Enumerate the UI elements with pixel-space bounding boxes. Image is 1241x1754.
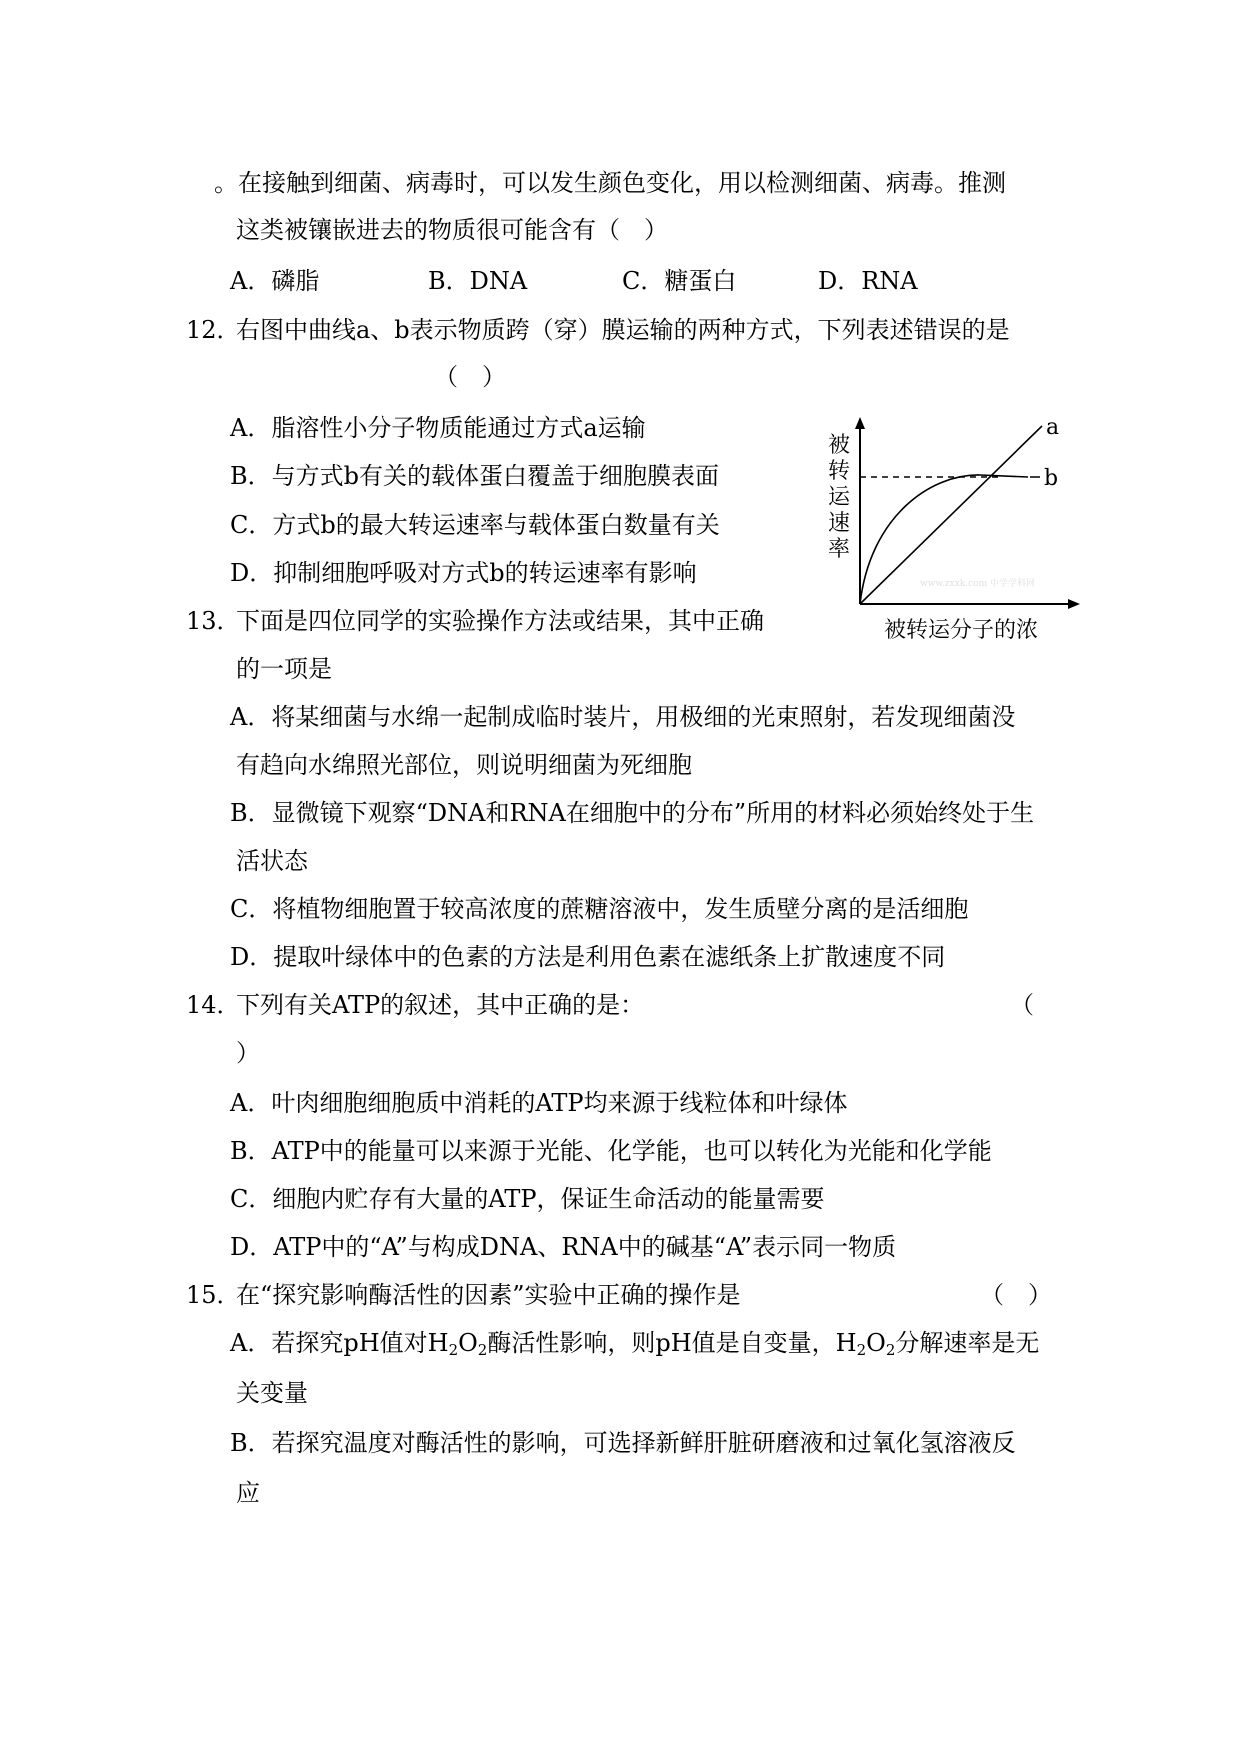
q13-stem: 下面是四位同学的实验操作方法或结果，其中正确 bbox=[236, 607, 764, 635]
q12-number: 12． bbox=[186, 316, 241, 344]
subscript: 2 bbox=[856, 1341, 867, 1359]
q15-option-a bbox=[230, 1328, 1039, 1358]
q14-stem: 下列有关ATP的叙述，其中正确的是： bbox=[236, 991, 645, 1019]
q11-line2: 这类被镶嵌进去的物质很可能含有（ ） bbox=[236, 216, 668, 244]
y-label-char-3: 运 bbox=[828, 485, 851, 510]
y-label-char-1: 被 bbox=[828, 433, 851, 458]
q15-stem: 在“探究影响酶活性的因素”实验中正确的操作是 bbox=[236, 1281, 741, 1309]
q13-option-c: C．将植物细胞置于较高浓度的蔗糖溶液中，发生质壁分离的是活细胞 bbox=[230, 895, 969, 923]
q12-stem: 右图中曲线a、b表示物质跨（穿）膜运输的两种方式，下列表述错误的是 bbox=[236, 316, 1010, 344]
q14-option-d: D．ATP中的“A”与构成DNA、RNA中的碱基“A”表示同一物质 bbox=[230, 1233, 897, 1261]
q14-number: 14． bbox=[186, 991, 241, 1019]
q15-option-b: B．若探究温度对酶活性的影响，可选择新鲜肝脏研磨液和过氧化氢溶液反 bbox=[230, 1429, 1016, 1457]
y-label-char-4: 速 bbox=[828, 511, 851, 536]
q12-option-a: A．脂溶性小分子物质能通过方式a运输 bbox=[230, 414, 646, 442]
q14-option-b: B．ATP中的能量可以来源于光能、化学能，也可以转化为光能和化学能 bbox=[230, 1137, 992, 1165]
q15-number: 15． bbox=[186, 1281, 241, 1309]
y-axis-arrow bbox=[855, 417, 865, 429]
q13-number: 13． bbox=[186, 607, 241, 635]
graph-watermark: www.zxxk.com 中学学科网 bbox=[920, 579, 1035, 589]
q11-option-c: C．糖蛋白 bbox=[622, 267, 737, 295]
q12-option-d: D．抑制细胞呼吸对方式b的转运速率有影响 bbox=[230, 559, 697, 587]
q15-option-a-part2: O bbox=[458, 1329, 478, 1357]
q13-option-a: A．将某细菌与水绵一起制成临时装片，用极细的光束照射，若发现细菌没 bbox=[230, 703, 1016, 731]
y-label-char-2: 转 bbox=[828, 459, 851, 484]
subscript: 2 bbox=[885, 1341, 896, 1359]
q11-option-a: A．磷脂 bbox=[230, 267, 320, 295]
subscript: 2 bbox=[477, 1341, 488, 1359]
q12-option-b: B．与方式b有关的载体蛋白覆盖于细胞膜表面 bbox=[230, 462, 719, 490]
q11-option-d: D．RNA bbox=[818, 267, 918, 295]
q11-option-b: B．DNA bbox=[428, 267, 528, 295]
curve-a bbox=[860, 426, 1042, 604]
q15-option-a-part5: 分解速率是无 bbox=[895, 1329, 1040, 1357]
q15-option-a-part3: 酶活性影响，则pH值是自变量，H bbox=[487, 1329, 857, 1357]
x-axis-arrow bbox=[1068, 599, 1080, 609]
q13-option-d: D．提取叶绿体中的色素的方法是利用色素在滤纸条上扩散速度不同 bbox=[230, 943, 946, 971]
curve-b-label: b bbox=[1044, 466, 1059, 491]
q13-option-b: B．显微镜下观察“DNA和RNA在细胞中的分布”所用的材料必须始终处于生 bbox=[230, 799, 1035, 827]
transport-rate-graph bbox=[820, 412, 1080, 652]
q12-option-c: C．方式b的最大转运速率与载体蛋白数量有关 bbox=[230, 511, 720, 539]
q12-answer-paren: （ ） bbox=[434, 363, 506, 391]
subscript: 2 bbox=[448, 1341, 459, 1359]
q15-option-a-part4: O bbox=[866, 1329, 886, 1357]
y-label-char-5: 率 bbox=[828, 537, 851, 562]
q15-option-a-part1: A．若探究pH值对H bbox=[230, 1329, 449, 1357]
q15-option-a-cont: 关变量 bbox=[236, 1379, 308, 1407]
q15-answer-paren: （ ） bbox=[980, 1281, 1052, 1309]
q14-paren-open: （ bbox=[1010, 991, 1034, 1019]
q13-stem-cont: 的一项是 bbox=[236, 655, 332, 683]
q14-option-a: A．叶肉细胞细胞质中消耗的ATP均来源于线粒体和叶绿体 bbox=[230, 1089, 848, 1117]
q15-option-b-cont: 应 bbox=[236, 1479, 260, 1507]
q11-line1: 。在接触到细菌、病毒时，可以发生颜色变化，用以检测细菌、病毒。推测 bbox=[214, 169, 1006, 197]
q13-option-a-cont: 有趋向水绵照光部位，则说明细菌为死细胞 bbox=[236, 751, 692, 779]
curve-a-label: a bbox=[1046, 415, 1060, 440]
q13-option-b-cont: 活状态 bbox=[236, 847, 308, 875]
q14-paren-close: ） bbox=[236, 1039, 260, 1067]
q14-option-c: C．细胞内贮存有大量的ATP，保证生命活动的能量需要 bbox=[230, 1185, 825, 1213]
x-axis-label: 被转运分子的浓 bbox=[884, 618, 1039, 643]
